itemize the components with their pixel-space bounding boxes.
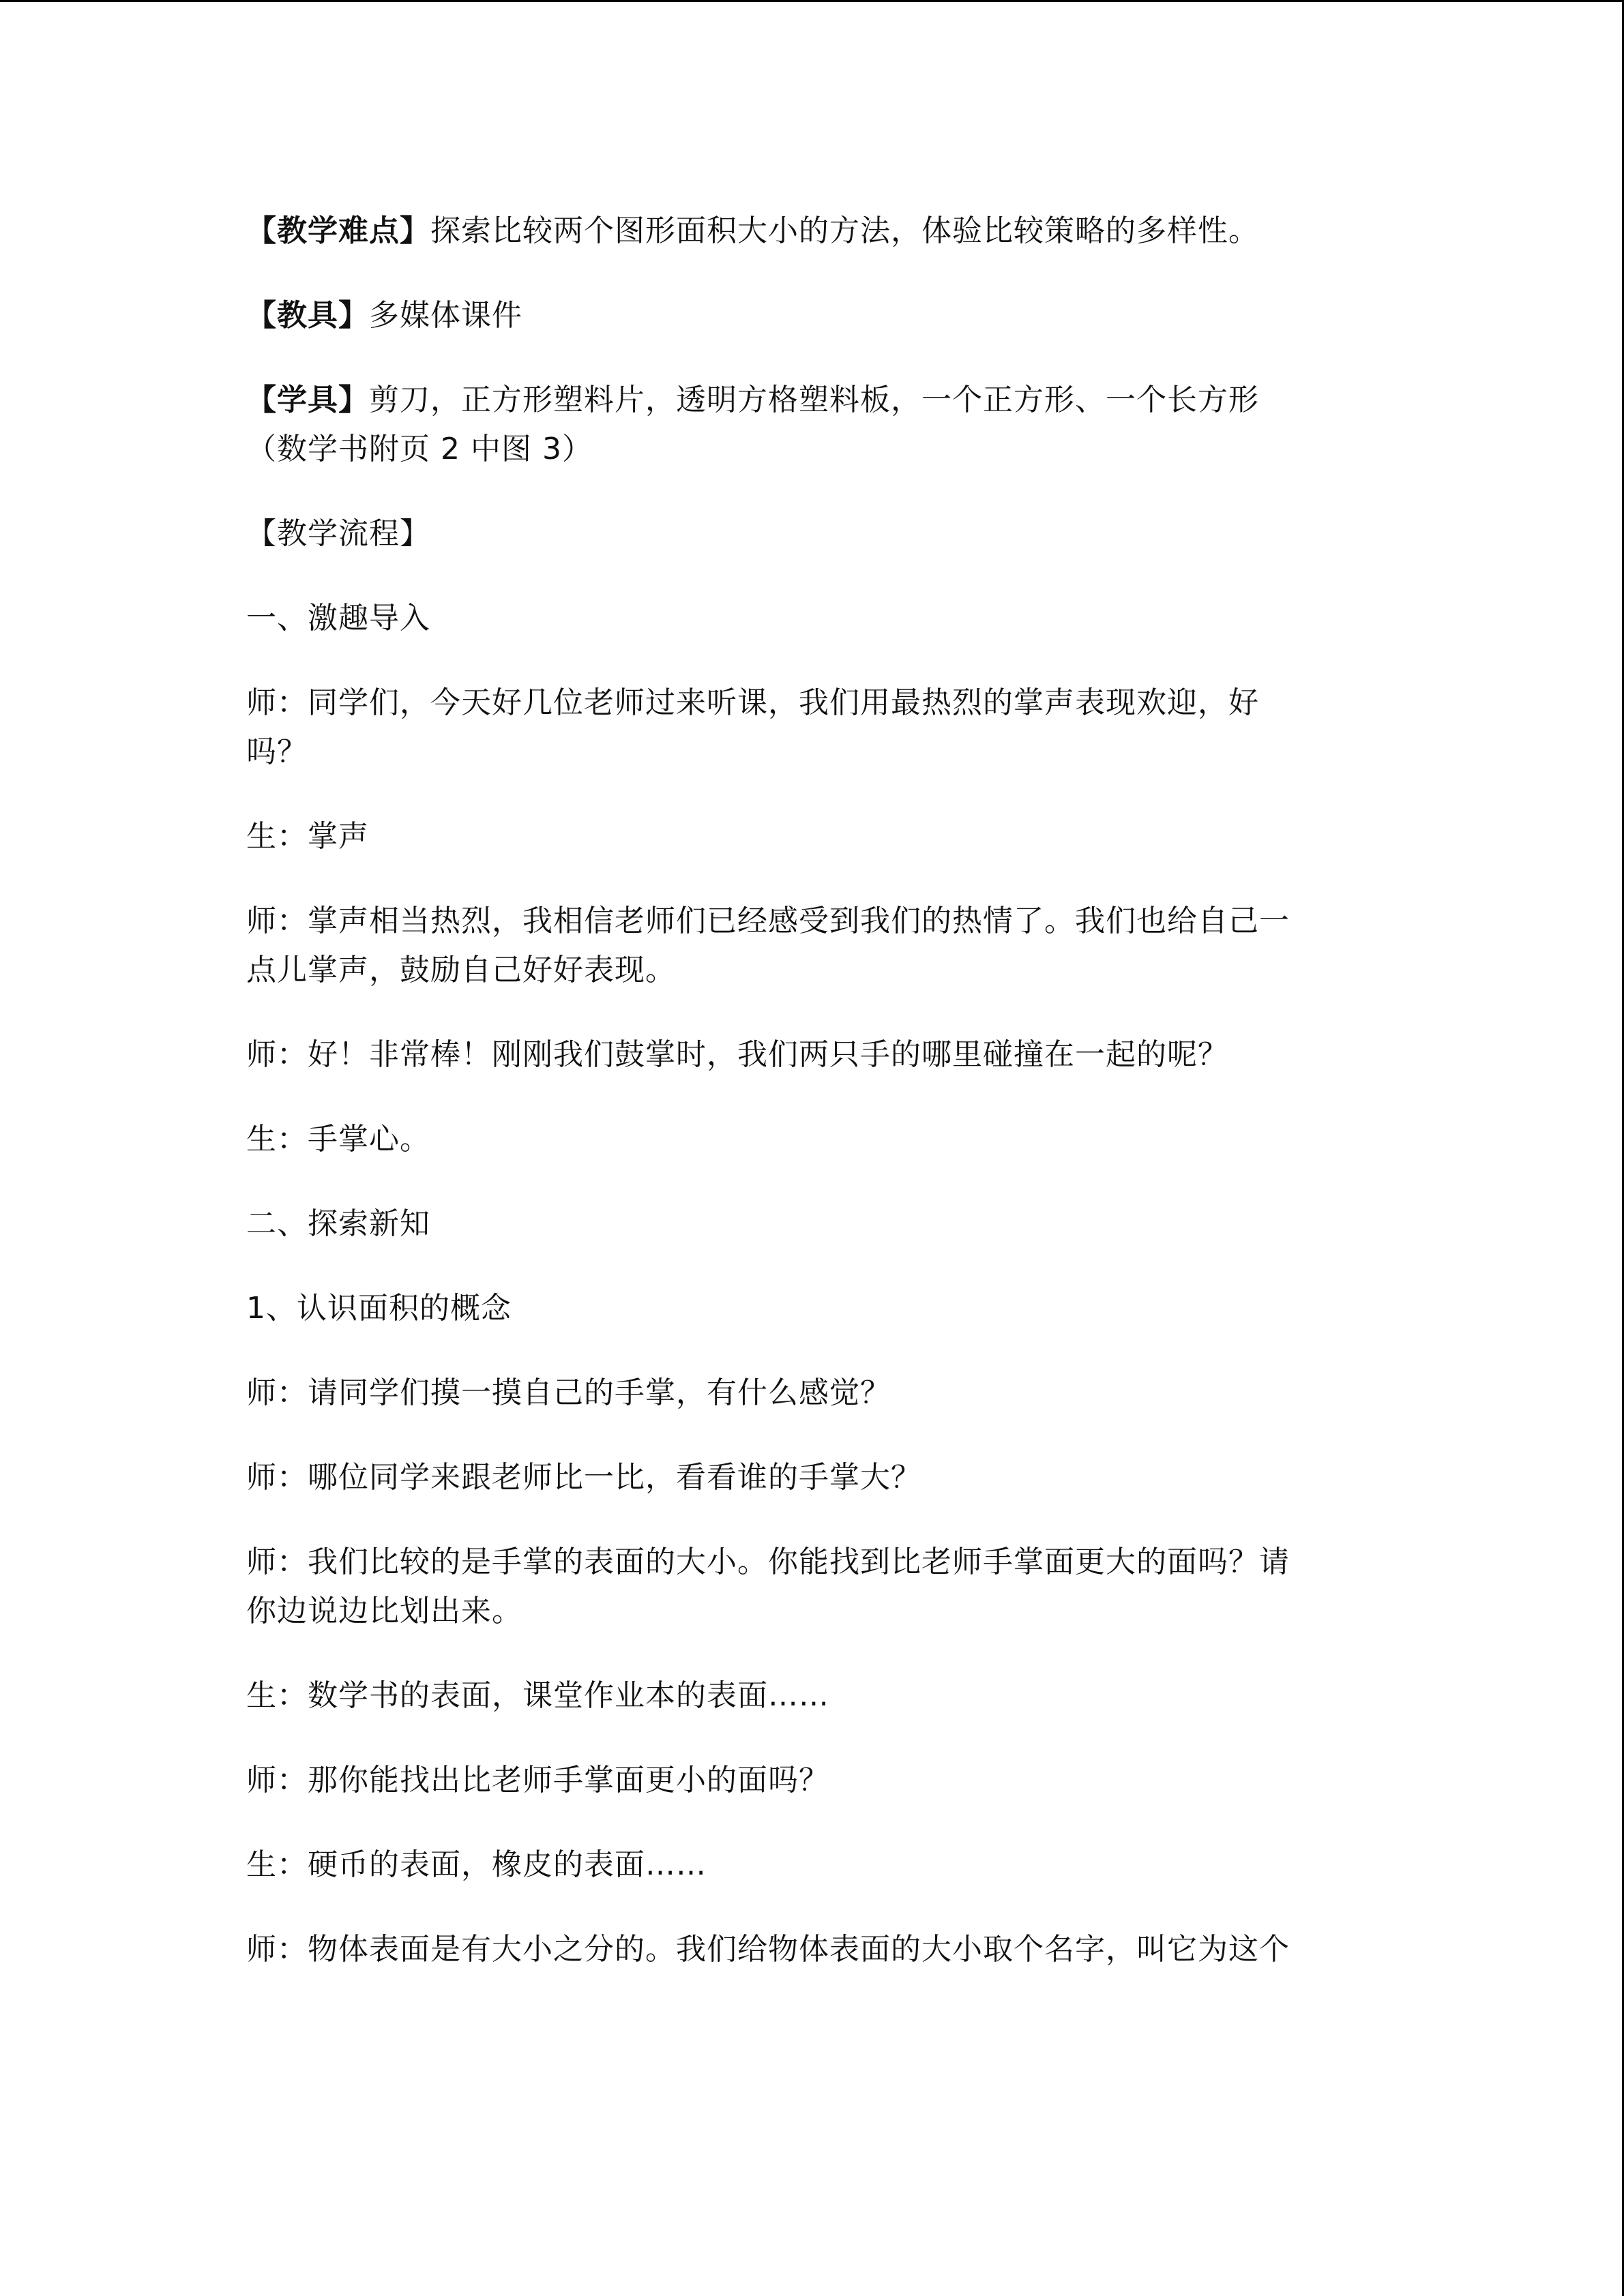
paragraph-3-line2: 点儿掌声，鼓励自己好好表现。 — [246, 953, 676, 987]
paragraph-7: 师：哪位同学来跟老师比一比，看看谁的手掌大？ — [246, 1460, 921, 1495]
document-body — [246, 207, 1365, 2010]
process-heading: 【教学流程】 — [246, 516, 430, 551]
paragraph-2: 生：掌声 — [246, 819, 369, 854]
paragraph-8 — [246, 1538, 1365, 1636]
paragraph-10: 师：那你能找出比老师手掌面更小的面吗？ — [246, 1763, 829, 1798]
paragraph-learning-aids — [246, 376, 1365, 474]
paragraph-1-line1: 师：同学们，今天好几位老师过来听课，我们用最热烈的掌声表现欢迎，好 — [246, 685, 1259, 720]
subsection1-heading: 1、认识面积的概念 — [246, 1291, 512, 1326]
paragraph-teaching-aids — [246, 291, 1365, 340]
paragraph-1-line2: 吗？ — [246, 734, 308, 769]
paragraph-9: 生：数学书的表面，课堂作业本的表面…… — [246, 1678, 829, 1713]
learning-aids-line1: 剪刀，正方形塑料片，透明方格塑料板，一个正方形、一个长方形 — [369, 383, 1259, 417]
teaching-aids-text: 多媒体课件 — [369, 298, 522, 333]
teaching-aids-label: 【教具】 — [246, 298, 369, 333]
paragraph-difficulty — [246, 207, 1365, 256]
difficulty-text: 探索比较两个图形面积大小的方法，体验比较策略的多样性。 — [430, 213, 1259, 248]
paragraph-3 — [246, 897, 1365, 995]
difficulty-label: 【教学难点】 — [246, 213, 430, 248]
learning-aids-line2: （数学书附页 2 中图 3） — [246, 432, 593, 466]
section2-heading: 二、探索新知 — [246, 1206, 430, 1241]
paragraph-3-line1: 师：掌声相当热烈，我相信老师们已经感受到我们的热情了。我们也给自己一 — [246, 904, 1290, 938]
paragraph-11: 生：硬币的表面，橡皮的表面…… — [246, 1847, 707, 1882]
paragraph-12: 师：物体表面是有大小之分的。我们给物体表面的大小取个名字，叫它为这个 — [246, 1932, 1290, 1967]
paragraph-6: 师：请同学们摸一摸自己的手掌，有什么感觉？ — [246, 1375, 891, 1410]
paragraph-1 — [246, 679, 1365, 777]
paragraph-4: 师：好！非常棒！刚刚我们鼓掌时，我们两只手的哪里碰撞在一起的呢？ — [246, 1037, 1228, 1072]
paragraph-5: 生：手掌心。 — [246, 1122, 430, 1157]
section1-heading: 一、激趣导入 — [246, 601, 430, 636]
paragraph-8-line1: 师：我们比较的是手掌的表面的大小。你能找到比老师手掌面更大的面吗？请 — [246, 1545, 1290, 1579]
paragraph-8-line2: 你边说边比划出来。 — [246, 1594, 522, 1628]
learning-aids-label: 【学具】 — [246, 383, 369, 417]
